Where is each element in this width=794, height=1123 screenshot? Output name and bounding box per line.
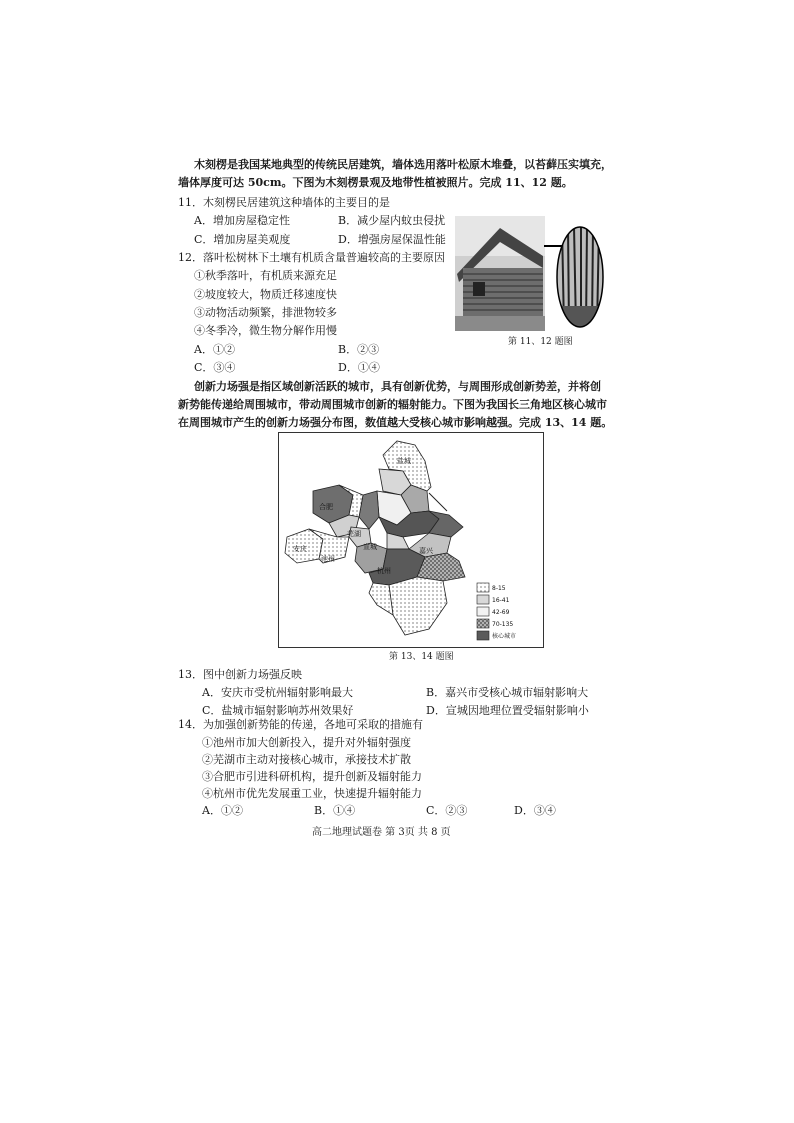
q11-option-c: C．增加房屋美观度 [194,233,291,246]
city-label-hefei: 合肥 [319,503,333,511]
city-label-hangzhou: 杭州 [377,567,391,575]
legend-label-1: 8-15 [492,585,506,592]
q14-statement-4: ④杭州市优先发展重工业，快速提升辐射能力 [202,787,422,800]
q14-option-a: A．①② [202,804,243,817]
intro2-line2: 新势能传递给周围城市，带动周围城市创新的辐射能力。下图为我国长三角地区核心城市 [178,398,607,411]
q14-statement-2: ②芜湖市主动对接核心城市，承接技术扩散 [202,753,411,766]
q14-option-c: C．②③ [426,804,468,817]
q12-stem: 12．落叶松树林下土壤有机质含量普遍较高的主要原因 [178,251,445,264]
legend-label-2: 16-41 [492,597,510,604]
intro2-line1: 创新力场强是指区域创新活跃的城市，具有创新优势，与周围形成创新势差，并将创 [194,380,601,393]
q11-stem: 11．木刻楞民居建筑这种墙体的主要目的是 [178,196,390,209]
q13-stem: 13．图中创新力场强反映 [178,668,302,681]
map-legend [477,583,516,640]
city-label-jiaxing: 嘉兴 [419,547,433,555]
figure-2-caption: 第 13、14 题图 [389,652,454,662]
q12-option-b: B．②③ [338,343,380,356]
q12-statement-2: ②坡度较大，物质迁移速度快 [194,288,337,301]
city-label-wuhu: 芜湖 [347,530,361,538]
q14-option-d: D．③④ [514,804,556,817]
city-label-xuancheng: 宣城 [363,543,377,551]
q13-option-b: B．嘉兴市受核心城市辐射影响大 [426,686,589,699]
q14-stem: 14．为加强创新势能的传递，各地可采取的措施有 [178,718,423,731]
figure-1-caption: 第 11、12 题图 [508,337,573,347]
legend-label-4: 70-135 [492,621,514,628]
q13-option-a: A．安庆市受杭州辐射影响最大 [202,686,353,699]
q12-option-d: D．①④ [338,361,380,374]
yangtze-delta-map [278,432,544,648]
q12-statement-3: ③动物活动频繁，排泄物较多 [194,306,337,319]
q11-option-d: D．增强房屋保温性能 [338,233,446,246]
page-footer: 高二地理试题卷 第 3页 共 8 页 [312,827,451,838]
legend-label-5: 核心城市 [492,633,517,640]
q14-option-b: B．①④ [314,804,356,817]
larch-forest-photo [556,226,604,328]
intro1-line2: 墙体厚度可达 50cm。下图为木刻楞景观及地带性植被照片。完成 11、12 题。 [178,176,573,189]
q14-statement-3: ③合肥市引进科研机构，提升创新及辐射能力 [202,770,422,783]
legend-label-3: 42-69 [492,609,510,616]
city-label-yancheng: 盐城 [397,457,411,465]
q12-statement-4: ④冬季冷，微生物分解作用慢 [194,324,337,337]
intro2-line3: 在周围城市产生的创新力场强分布图，数值越大受核心城市影响越强。完成 13、14 题。 [178,416,613,429]
q12-statement-1: ①秋季落叶，有机质来源充足 [194,269,337,282]
q11-option-b: B．减少屋内蚊虫侵扰 [338,214,446,227]
log-cabin-photo [455,216,545,331]
q13-option-d: D．宣城因地理位置受辐射影响小 [426,704,589,717]
q12-option-c: C．③④ [194,361,236,374]
intro1-line1: 木刻楞是我国某地典型的传统民居建筑，墙体选用落叶松原木堆叠，以苔藓压实填充， [194,158,612,171]
q13-option-c: C．盐城市辐射影响苏州效果好 [202,704,354,717]
city-label-chizhou: 池州 [321,555,335,563]
q14-statement-1: ①池州市加大创新投入，提升对外辐射强度 [202,736,411,749]
q12-option-a: A．①② [194,343,235,356]
q11-option-a: A．增加房屋稳定性 [194,214,290,227]
city-label-anqing: 安庆 [293,545,307,553]
